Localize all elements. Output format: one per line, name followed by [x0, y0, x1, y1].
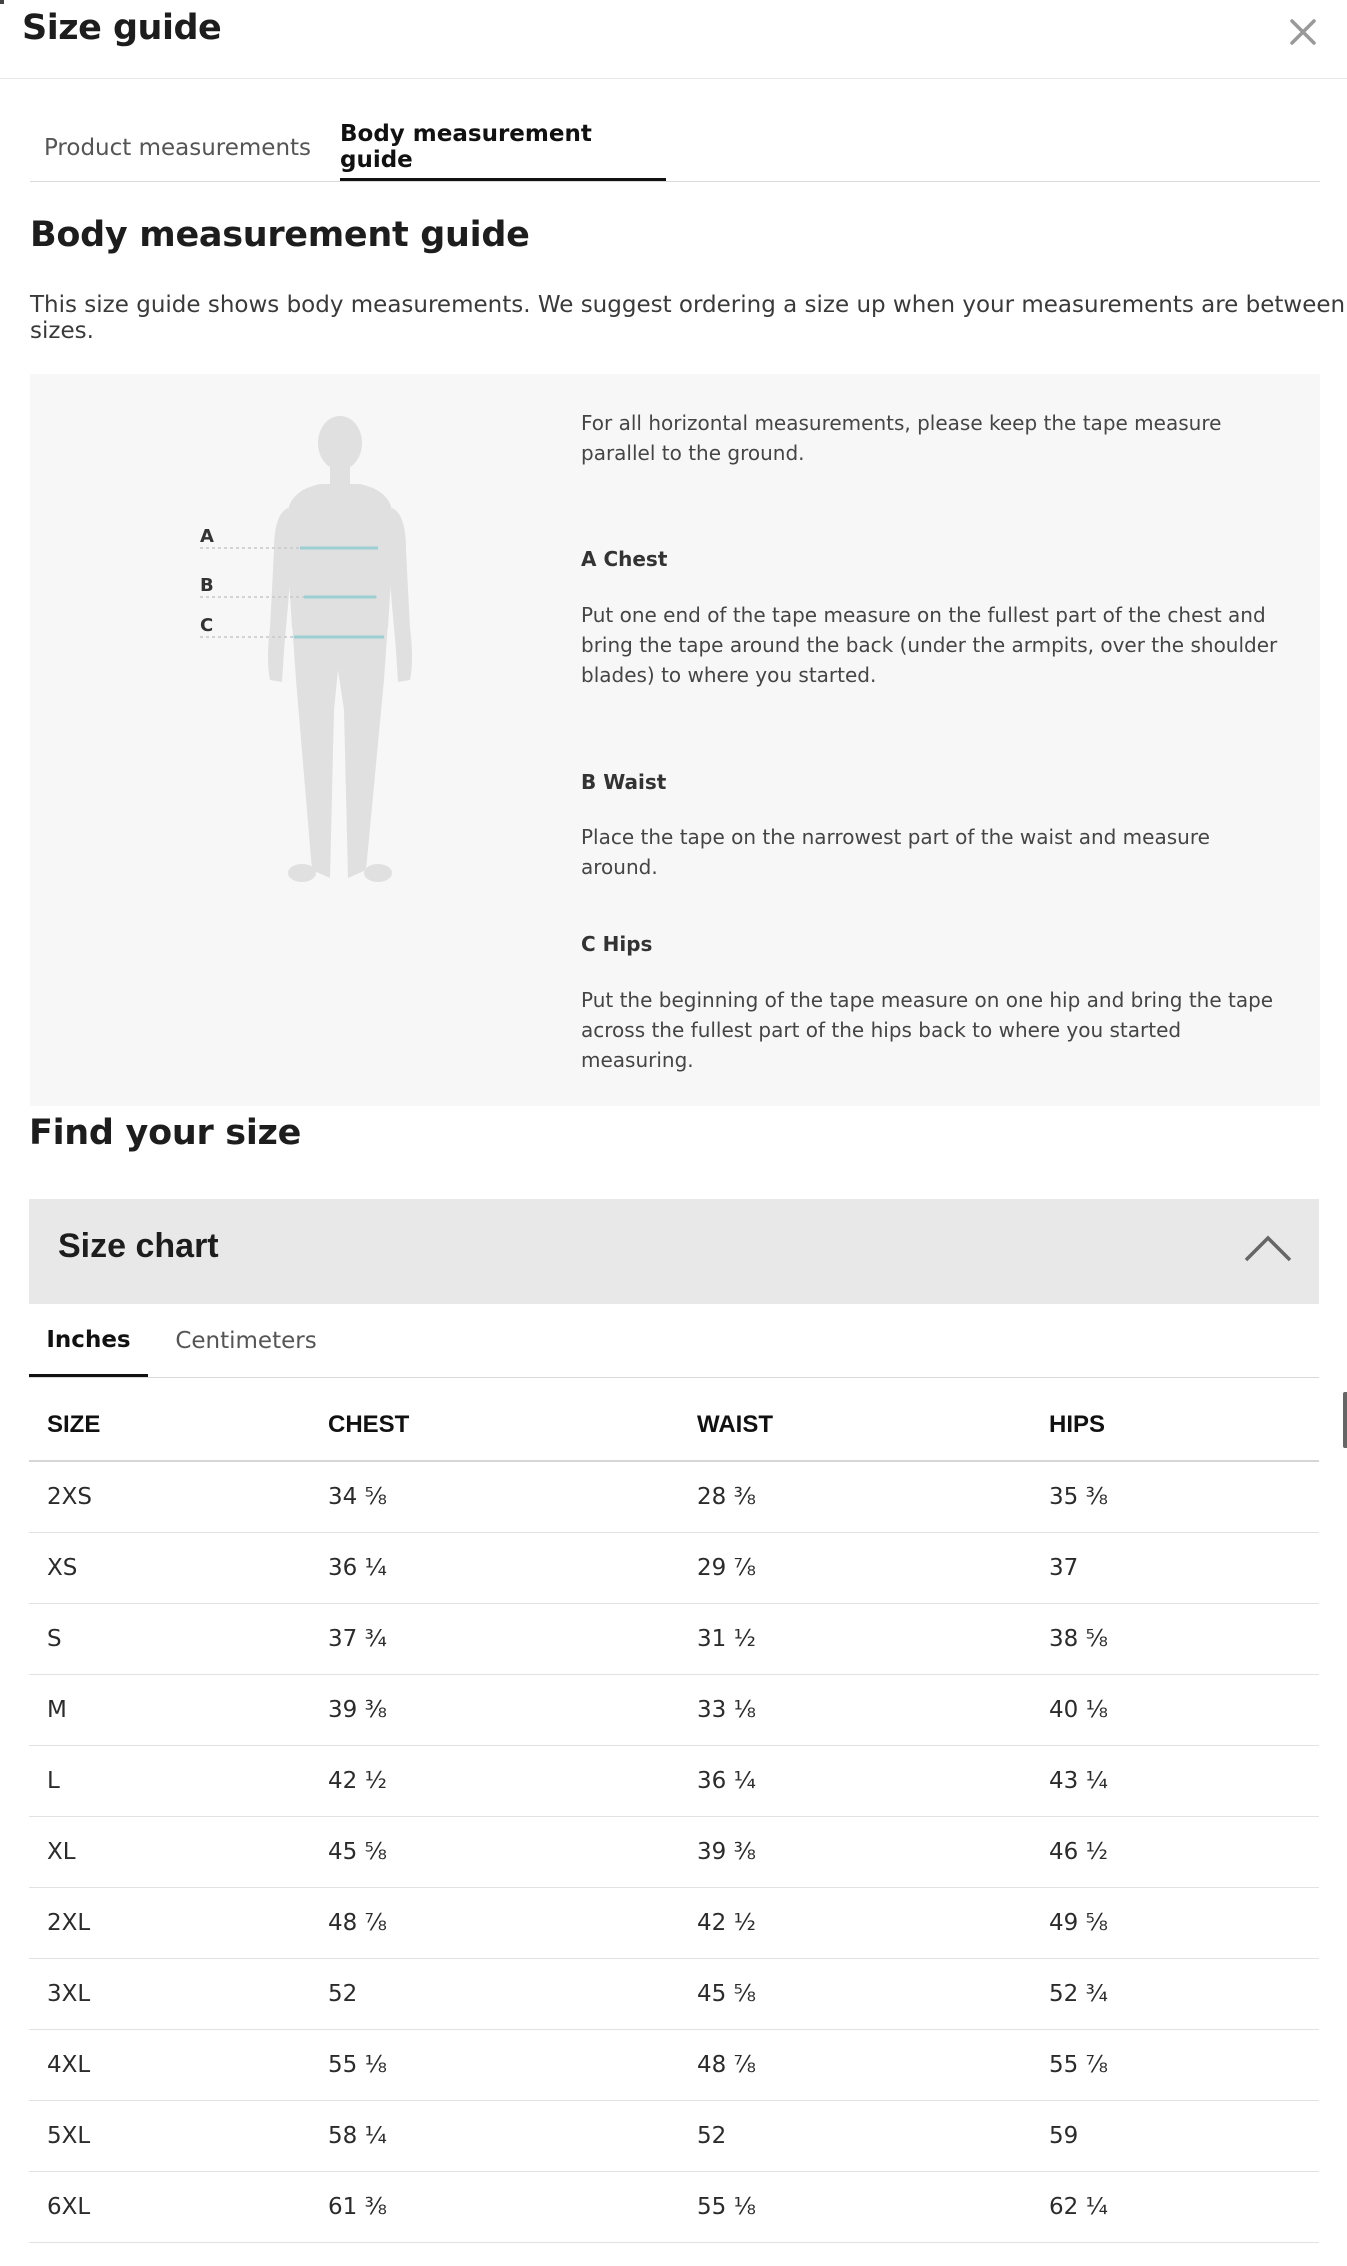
hips-cell: 40 ⅛ — [1031, 1675, 1319, 1746]
size-cell: 6XL — [29, 2172, 310, 2243]
waist-description: Place the tape on the narrowest part of the waist and measure around. — [581, 825, 1210, 879]
waist-cell: 31 ½ — [679, 1604, 1031, 1675]
modal-header — [0, 0, 1347, 79]
waist-cell: 55 ⅛ — [679, 2172, 1031, 2243]
size-cell: 2XL — [29, 1888, 310, 1959]
guide-intro: This size guide shows body measurements. We suggest ordering a size up when your measurements are between sizes. — [30, 292, 1346, 344]
hips-cell: 55 ⅞ — [1031, 2030, 1319, 2101]
chest-cell: 58 ¼ — [310, 2101, 679, 2172]
find-size-heading: Find your size — [29, 1113, 302, 1153]
tab-body-measurement-guide[interactable]: Body measurement guide — [340, 115, 666, 181]
guide-heading: Body measurement guide — [30, 215, 530, 255]
size-cell: L — [29, 1746, 310, 1817]
tab-bar — [30, 115, 1320, 182]
chevron-up-icon[interactable] — [1243, 1233, 1293, 1263]
chest-cell: 55 ⅛ — [310, 2030, 679, 2101]
table-row — [29, 1604, 1319, 1675]
waist-heading: B Waist — [581, 770, 667, 794]
size-cell: 2XS — [29, 1461, 310, 1533]
size-cell: S — [29, 1604, 310, 1675]
hips-cell: 35 ⅜ — [1031, 1461, 1319, 1533]
size-table — [29, 1389, 1319, 2243]
hips-cell: 43 ¼ — [1031, 1746, 1319, 1817]
size-cell: XS — [29, 1533, 310, 1604]
table-row — [29, 1533, 1319, 1604]
tab-centimeters[interactable]: Centimeters — [175, 1328, 317, 1354]
figure-label-a: A — [200, 526, 214, 547]
waist-cell: 48 ⅞ — [679, 2030, 1031, 2101]
hips-heading: C Hips — [581, 932, 653, 956]
table-row — [29, 1675, 1319, 1746]
size-chart-accordion[interactable] — [29, 1199, 1319, 1304]
size-cell: M — [29, 1675, 310, 1746]
column-header-chest: CHEST — [310, 1389, 679, 1461]
hips-cell: 38 ⅝ — [1031, 1604, 1319, 1675]
table-row — [29, 1959, 1319, 2030]
tab-product-measurements[interactable]: Product measurements — [43, 135, 312, 161]
waist-cell: 29 ⅞ — [679, 1533, 1031, 1604]
hips-cell: 37 — [1031, 1533, 1319, 1604]
waist-cell: 28 ⅜ — [679, 1461, 1031, 1533]
column-header-hips: HIPS — [1031, 1389, 1319, 1461]
chest-cell: 45 ⅝ — [310, 1817, 679, 1888]
chest-cell: 39 ⅜ — [310, 1675, 679, 1746]
hips-cell: 62 ¼ — [1031, 2172, 1319, 2243]
figure-label-c: C — [200, 615, 214, 636]
table-row — [29, 2172, 1319, 2243]
table-row — [29, 1817, 1319, 1888]
waist-cell: 45 ⅝ — [679, 1959, 1031, 2030]
table-header-row — [29, 1389, 1319, 1461]
chest-cell: 34 ⅝ — [310, 1461, 679, 1533]
modal-title: Size guide — [22, 8, 222, 48]
unit-tab-bar — [29, 1305, 1319, 1378]
chest-cell: 42 ½ — [310, 1746, 679, 1817]
guide-general-note: For all horizontal measurements, please keep the tape measure parallel to the ground. — [581, 411, 1222, 465]
table-row — [29, 1746, 1319, 1817]
tab-inches[interactable]: Inches — [29, 1305, 148, 1377]
hips-cell: 59 — [1031, 2101, 1319, 2172]
chest-cell: 52 — [310, 1959, 679, 2030]
hips-cell: 49 ⅝ — [1031, 1888, 1319, 1959]
table-row — [29, 2101, 1319, 2172]
hips-cell: 46 ½ — [1031, 1817, 1319, 1888]
size-cell: 4XL — [29, 2030, 310, 2101]
body-figure-illustration — [170, 410, 430, 890]
chest-description: Put one end of the tape measure on the fullest part of the chest and bring the tape around the back (under the armpits, over the shoulder blades) to where you started. — [581, 603, 1278, 687]
size-cell: 3XL — [29, 1959, 310, 2030]
column-header-size: SIZE — [29, 1389, 310, 1461]
chest-cell: 61 ⅜ — [310, 2172, 679, 2243]
waist-cell: 42 ½ — [679, 1888, 1031, 1959]
close-icon[interactable] — [1283, 12, 1323, 52]
hips-cell: 52 ¾ — [1031, 1959, 1319, 2030]
chest-cell: 36 ¼ — [310, 1533, 679, 1604]
chest-cell: 48 ⅞ — [310, 1888, 679, 1959]
chest-cell: 37 ¾ — [310, 1604, 679, 1675]
hips-description: Put the beginning of the tape measure on one hip and bring the tape across the fullest part of the hips back to where you started measuring. — [581, 988, 1274, 1072]
scrollbar-thumb[interactable] — [1343, 1392, 1347, 1448]
chest-heading: A Chest — [581, 547, 668, 571]
table-row — [29, 1461, 1319, 1533]
size-cell: XL — [29, 1817, 310, 1888]
waist-cell: 33 ⅛ — [679, 1675, 1031, 1746]
table-row — [29, 1888, 1319, 1959]
size-chart-title: Size chart — [58, 1227, 219, 1265]
waist-cell: 36 ¼ — [679, 1746, 1031, 1817]
column-header-waist: WAIST — [679, 1389, 1031, 1461]
waist-cell: 52 — [679, 2101, 1031, 2172]
waist-cell: 39 ⅜ — [679, 1817, 1031, 1888]
size-cell: 5XL — [29, 2101, 310, 2172]
table-row — [29, 2030, 1319, 2101]
figure-label-b: B — [200, 575, 214, 596]
